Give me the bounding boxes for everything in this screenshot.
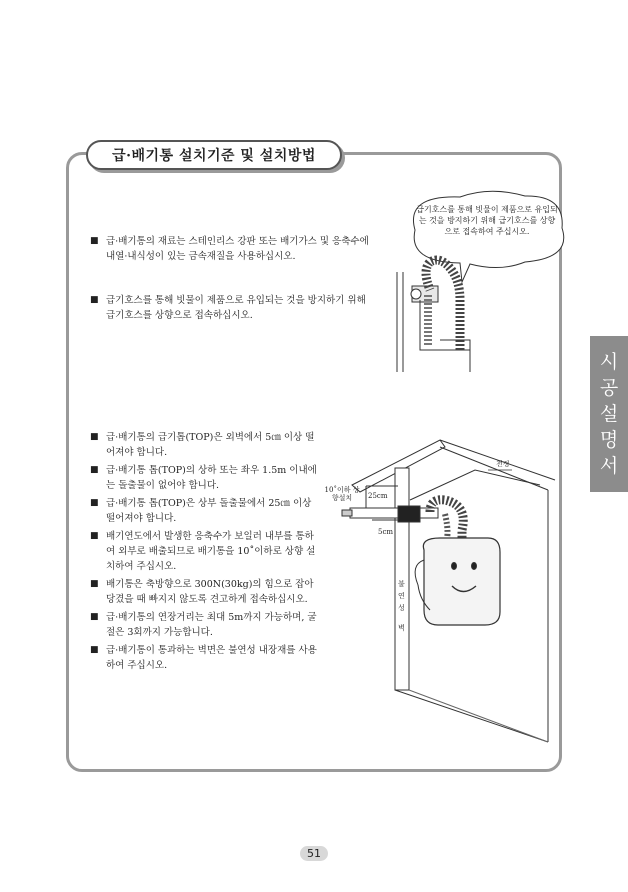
bullet-icon: ■ (90, 498, 99, 508)
list-item: ■ 급·배기통 톱(TOP)은 상부 돌출물에서 25㎝ 이상 떨어져야 합니다. (90, 498, 312, 524)
bullet-icon: ■ (90, 531, 99, 541)
installation-diagram (342, 440, 555, 742)
page-number: 51 (300, 846, 328, 861)
list-item: ■ 급·배기통의 재료는 스테인리스 강판 또는 배기가스 및 응축수에 내열·내식성이 있는 금속재질을 사용하십시오. (90, 236, 369, 262)
bullet-icon: ■ (90, 236, 99, 246)
bullet-icon: ■ (90, 579, 99, 589)
list-item: ■ 급·배기통의 연장거리는 최대 5m까지 가능하며, 굴절은 3회까지 가능합니다. (90, 612, 317, 638)
bullet-icon: ■ (90, 465, 99, 475)
list-item: ■ 급기호스를 통해 빗물이 제품으로 유입되는 것을 방지하기 위해 급기호스를 상향으로 접속하십시오. (90, 295, 366, 321)
bullet-icon: ■ (90, 645, 99, 655)
list-item: ■ 급·배기통의 급기톱(TOP)은 외벽에서 5㎝ 이상 떨어져야 합니다. (90, 432, 315, 458)
boiler-top-illustration (397, 260, 470, 372)
list-item: ■ 급·배기통이 통과하는 벽면은 불연성 내장재를 사용하여 주십시오. (90, 645, 317, 671)
bullet-icon: ■ (90, 612, 99, 622)
section-title: 급·배기통 설치기준 및 설치방법 (86, 140, 342, 170)
list-item: ■ 배기통은 축방향으로 300N(30kg)의 힘으로 잡아 당겼을 때 빠지지 않도록 견고하게 접속하십시오. (90, 579, 314, 605)
list-item: ■ 배기연도에서 발생한 응축수가 보일러 내부를 통하여 외부로 배출되므로 배기통을 10˚이하로 상향 설치하여 주십시오. (90, 531, 316, 572)
dimension-25cm: 25cm (368, 492, 388, 500)
dimension-5cm: 5cm (378, 528, 394, 536)
bullet-icon: ■ (90, 432, 99, 442)
list-item: ■ 급·배기통 톱(TOP)의 상하 또는 좌우 1.5m 이내에는 돌출물이 없어야 합니다. (90, 465, 317, 491)
ceiling-label: 천정 (496, 460, 510, 468)
angle-label: 10˚이하 상향설치 (324, 486, 360, 502)
bullet-icon: ■ (90, 295, 99, 305)
wall-label: 불 연 성 벽 (398, 580, 405, 632)
side-section-tab: 시 공 설 명 서 (590, 336, 628, 492)
speech-bubble-text: 급기호스를 통해 빗물이 제품으로 유입되는 것을 방지하기 위해 급기호스를 상향으로 접속하여 주십시오. (416, 205, 558, 236)
